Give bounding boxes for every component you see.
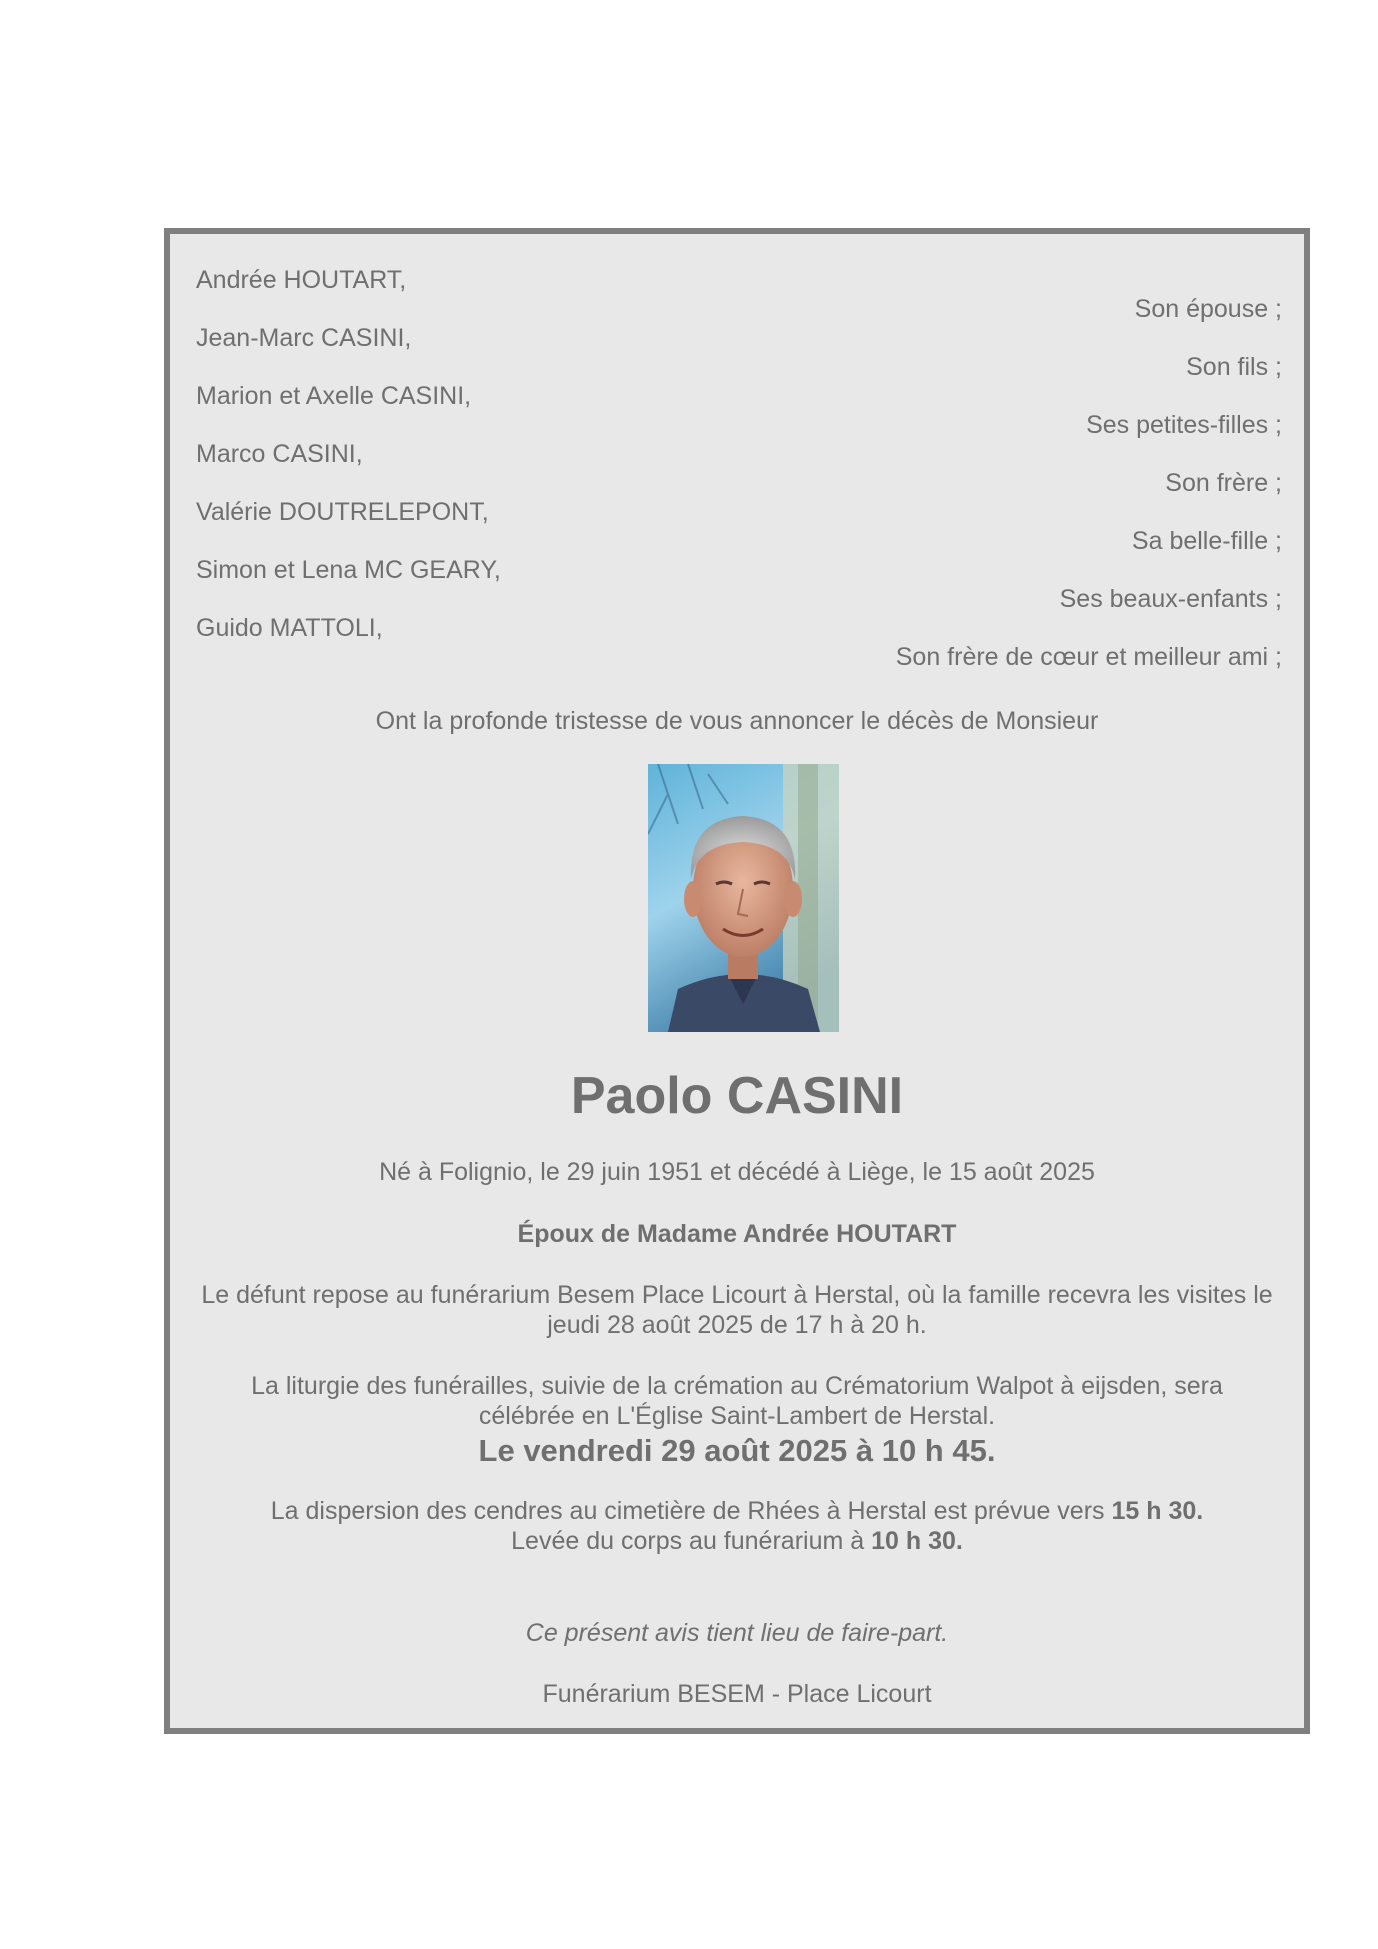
faire-part-note: Ce présent avis tient lieu de faire-part. bbox=[525, 1619, 949, 1647]
family-member-role: Ses petites-filles ; bbox=[1086, 411, 1282, 439]
family-member-name: Marco CASINI, bbox=[196, 440, 363, 468]
liturgy-line: célébrée en L'Église Saint-Lambert de Herstal. bbox=[478, 1402, 996, 1430]
family-member-role: Son fils ; bbox=[1186, 353, 1282, 381]
dispersion-text: La dispersion des cendres au cimetière de Rhées à Herstal est prévue vers bbox=[270, 1497, 1112, 1525]
family-row bbox=[170, 324, 1304, 384]
family-member-name: Simon et Lena MC GEARY, bbox=[196, 556, 501, 584]
family-row bbox=[170, 382, 1304, 442]
family-member-name: Marion et Axelle CASINI, bbox=[196, 382, 472, 410]
levee-text: Levée du corps au funérarium à bbox=[511, 1527, 872, 1555]
levee-line bbox=[190, 1526, 1284, 1556]
birth-death-line: Né à Folignio, le 29 juin 1951 et décédé à Liège, le 15 août 2025 bbox=[379, 1158, 1095, 1186]
viewing-line: jeudi 28 août 2025 de 17 h à 20 h. bbox=[547, 1311, 927, 1339]
funeral-home: Funérarium BESEM - Place Licourt bbox=[542, 1680, 932, 1708]
viewing-paragraph bbox=[190, 1280, 1284, 1340]
deceased-name: Paolo CASINI bbox=[570, 1067, 904, 1125]
viewing-line: Le défunt repose au funérarium Besem Place Licourt à Herstal, où la famille recevra les visites le bbox=[201, 1281, 1273, 1309]
liturgy-paragraph bbox=[190, 1371, 1284, 1431]
family-member-role: Son épouse ; bbox=[1134, 295, 1282, 323]
dispersion-paragraph bbox=[190, 1496, 1284, 1556]
family-member-name: Andrée HOUTART, bbox=[196, 266, 407, 294]
family-row bbox=[170, 440, 1304, 500]
family-member-name: Valérie DOUTRELEPONT, bbox=[196, 498, 489, 526]
portrait-image bbox=[648, 764, 839, 1032]
deceased-portrait bbox=[648, 764, 839, 1032]
family-member-name: Guido MATTOLI, bbox=[196, 614, 383, 642]
levee-time: 10 h 30. bbox=[871, 1527, 963, 1555]
family-member-role: Son frère ; bbox=[1165, 469, 1282, 497]
family-member-name: Jean-Marc CASINI, bbox=[196, 324, 412, 352]
family-member-role: Sa belle-fille ; bbox=[1131, 527, 1282, 555]
liturgy-line: La liturgie des funérailles, suivie de la crémation au Crématorium Walpot à eijsden, sera bbox=[251, 1372, 1223, 1400]
family-member-role: Ses beaux-enfants ; bbox=[1059, 585, 1282, 613]
spouse-line: Époux de Madame Andrée HOUTART bbox=[517, 1220, 957, 1248]
dispersion-line bbox=[190, 1496, 1284, 1526]
death-notice bbox=[164, 228, 1310, 1734]
announcement-intro: Ont la profonde tristesse de vous annoncer le décès de Monsieur bbox=[375, 707, 1099, 735]
family-member-role: Son frère de cœur et meilleur ami ; bbox=[895, 643, 1282, 671]
family-row bbox=[170, 614, 1304, 674]
family-row bbox=[170, 556, 1304, 616]
ceremony-date: Le vendredi 29 août 2025 à 10 h 45. bbox=[478, 1433, 996, 1468]
family-row bbox=[170, 266, 1304, 326]
family-row bbox=[170, 498, 1304, 558]
dispersion-time: 15 h 30. bbox=[1111, 1497, 1204, 1525]
